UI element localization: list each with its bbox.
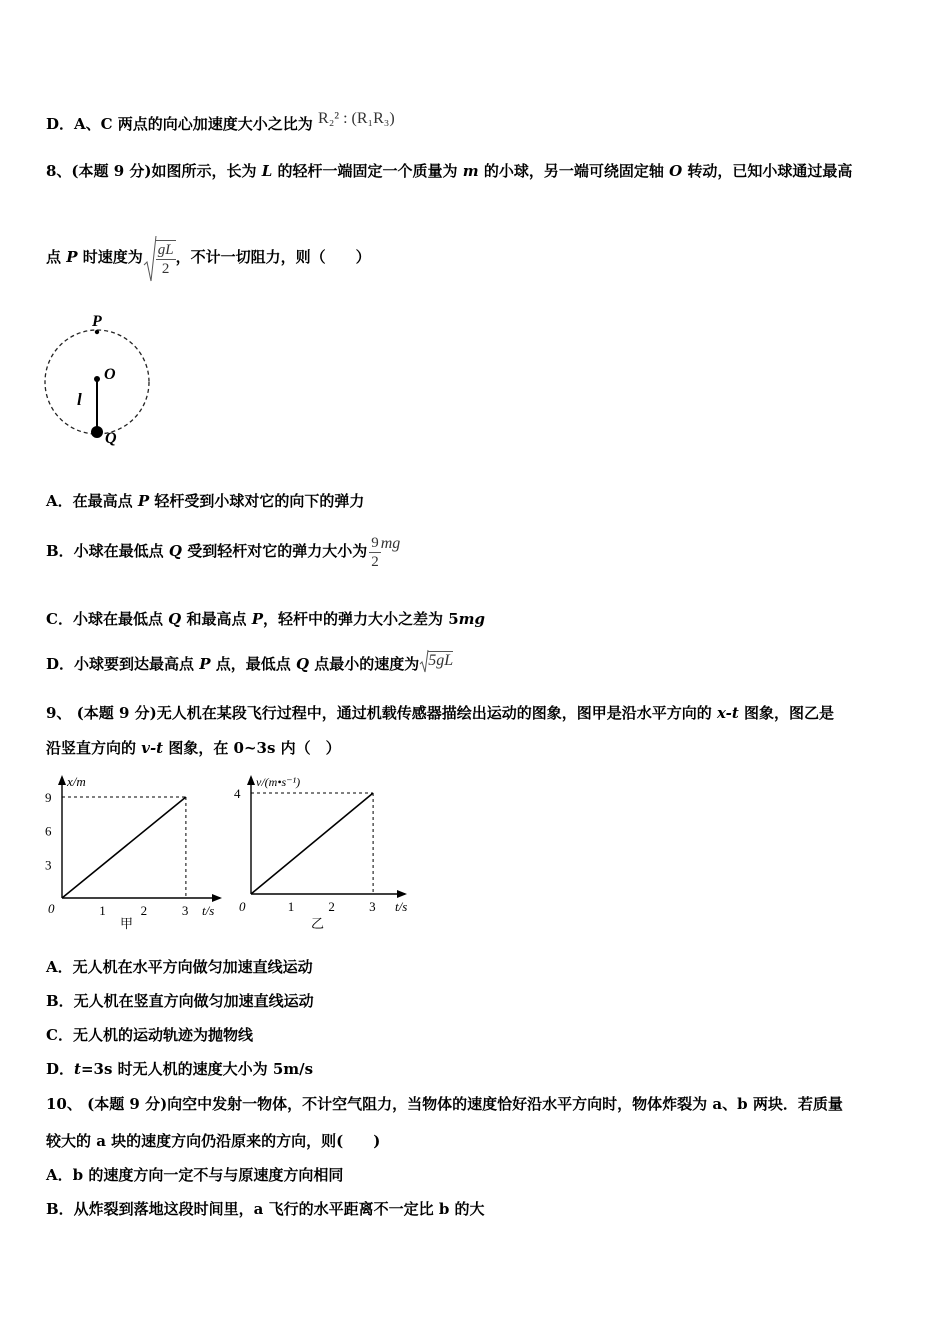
- chart-jia-ylabel: x/m: [67, 774, 86, 789]
- label-P: P: [92, 313, 102, 330]
- chart-yi-caption: 乙: [311, 916, 325, 931]
- q8-text-c: 的小球，另一端可绕固定轴: [478, 162, 670, 180]
- chart-jia-y-arrow: [58, 775, 66, 785]
- label-Q: Q: [105, 430, 117, 447]
- q9-stem-line2: [46, 738, 341, 758]
- chart-jia-series-line: [62, 797, 186, 898]
- q8-optD-P: P: [199, 655, 211, 673]
- q9-text-b: 图象，图乙是: [738, 704, 835, 722]
- q8-optD-a: D．小球要到达最高点: [46, 655, 200, 673]
- chart-yi-xtick-3: 3: [369, 899, 376, 914]
- q8-optC-mg: mg: [458, 610, 486, 628]
- q8-optC-c: ，轻杆中的弹力大小之差为 5: [262, 610, 459, 628]
- q8-text-a: 8、(本题 9 分)如图所示，长为: [46, 162, 262, 180]
- q8-stem-line2: [46, 228, 371, 287]
- speed-denominator: 2: [156, 259, 176, 278]
- chart-jia-caption: 甲: [120, 916, 134, 931]
- chart-yi-y-arrow: [247, 775, 255, 785]
- q8-optD-b: 点，最低点: [210, 655, 296, 673]
- var-L: L: [261, 162, 273, 180]
- q9-vt: v-t: [141, 739, 164, 757]
- chart-yi-series-line: [251, 793, 373, 894]
- q8-optC-P: P: [251, 610, 263, 628]
- q9-xt: x-t: [716, 704, 739, 722]
- q8-optB-den: 2: [371, 553, 379, 570]
- q9-text-c: 沿竖直方向的: [46, 739, 142, 757]
- ball-Q: [91, 426, 103, 438]
- label-l: l: [77, 390, 82, 409]
- q8-optC-a: C．小球在最低点: [46, 610, 169, 628]
- chart-yi-x-arrow: [397, 890, 407, 898]
- q8-text-g: ，不计一切阻力，则（ ）: [175, 248, 371, 266]
- q8-optB-b: 受到轻杆对它的弹力大小为: [181, 542, 368, 560]
- var-O: O: [669, 162, 683, 180]
- q9-optD-t: t: [74, 1060, 81, 1078]
- chart-yi-xtick-2: 2: [328, 899, 335, 914]
- q8-option-a: [46, 491, 364, 511]
- q8-optC-Q: Q: [168, 610, 182, 628]
- q8-optA-a: A．在最高点: [46, 492, 138, 510]
- q8-option-c: [46, 609, 485, 629]
- chart-yi: [225, 772, 425, 937]
- point-P: [95, 330, 99, 334]
- q9-option-a: A．无人机在水平方向做匀加速直线运动: [46, 958, 313, 976]
- q8-optB-Q: Q: [168, 542, 182, 560]
- q9-optD-a: D．: [46, 1060, 75, 1078]
- chart-jia-ytick-6: 6: [45, 823, 52, 839]
- chart-jia-x-arrow: [212, 894, 222, 902]
- q8-optA-b: 轻杆受到小球对它的向下的弹力: [149, 492, 365, 510]
- q9-option-d: [46, 1059, 313, 1079]
- chart-jia-xtick-1: 1: [99, 903, 106, 918]
- q7-option-d-formula: R₂² : (R₁R₃): [318, 110, 395, 127]
- q8-optD-Q: Q: [295, 655, 310, 673]
- var-m: m: [462, 162, 479, 180]
- q9-text-d: 图象，在 0~3s 内（ ）: [163, 739, 341, 757]
- q10-stem-line2: 较大的 a 块的速度方向仍沿原来的方向，则( ): [46, 1132, 381, 1150]
- chart-yi-origin: 0: [239, 899, 246, 914]
- q9-optD-b: =3s 时无人机的速度大小为 5m/s: [80, 1060, 314, 1078]
- q10-stem-line1: 10、 (本题 9 分)向空中发射一物体，不计空气阻力，当物体的速度恰好沿水平方向时，物体炸裂为 a、b 两块．若质量: [46, 1095, 843, 1113]
- q8-text-d: 转动，已知小球通过最高: [682, 162, 853, 180]
- q9-option-c: C．无人机的运动轨迹为抛物线: [46, 1026, 253, 1044]
- speed-sqrt: [143, 229, 176, 287]
- chart-yi-ytick-4: 4: [234, 786, 241, 801]
- chart-jia: [40, 772, 230, 937]
- q8-option-b: [46, 528, 400, 575]
- speed-numerator: gL: [157, 242, 174, 258]
- q8-figure: [40, 310, 160, 450]
- q9-text-a: 9、 (本题 9 分)无人机在某段飞行过程中，通过机载传感器描绘出运动的图象，图甲是沿水平方向的: [46, 704, 717, 722]
- q8-optB-a: B．小球在最低点: [46, 542, 169, 560]
- q8-optA-P: P: [137, 492, 150, 510]
- q7-option-d-text: D．A、C 两点的向心加速度大小之比为: [46, 115, 313, 133]
- q8-optB-fraction: [369, 534, 381, 571]
- chart-yi-xlabel: t/s: [395, 899, 408, 914]
- q8-optD-sqrt-value: 5gL: [428, 651, 454, 669]
- q8-optB-num: 9: [371, 534, 379, 551]
- chart-jia-origin: 0: [48, 901, 55, 916]
- chart-jia-ytick-9: 9: [45, 790, 52, 805]
- q8-optD-c: 点最小的速度为: [309, 655, 420, 673]
- q8-optD-sqrt: [419, 648, 453, 673]
- q8-text-f: 时速度为: [77, 248, 143, 266]
- q8-text-b: 的轻杆一端固定一个质量为: [272, 162, 463, 180]
- chart-yi-xtick-1: 1: [287, 899, 295, 914]
- q8-option-d: [46, 652, 453, 678]
- q9-stem-line1: [46, 703, 834, 723]
- label-O: O: [104, 366, 116, 383]
- q8-text-e: 点: [46, 248, 67, 266]
- q8-stem-line1: [46, 161, 852, 181]
- chart-jia-xtick-3: 3: [181, 903, 189, 918]
- q10-option-a: A．b 的速度方向一定不与与原速度方向相同: [46, 1166, 344, 1184]
- chart-jia-xtick-2: 2: [140, 903, 148, 918]
- q10-option-b: B．从炸裂到落地这段时间里，a 飞行的水平距离不一定比 b 的大: [46, 1200, 485, 1218]
- var-P: P: [66, 248, 78, 266]
- chart-jia-ytick-3: 3: [45, 857, 52, 873]
- q9-option-b: B．无人机在竖直方向做匀加速直线运动: [46, 992, 314, 1010]
- q7-option-d: [46, 110, 395, 135]
- chart-yi-ylabel: v/(m•s⁻¹): [256, 775, 301, 789]
- chart-jia-xlabel: t/s: [202, 903, 215, 918]
- q8-optB-mg: mg: [380, 535, 401, 552]
- q8-optC-b: 和最高点: [181, 610, 252, 628]
